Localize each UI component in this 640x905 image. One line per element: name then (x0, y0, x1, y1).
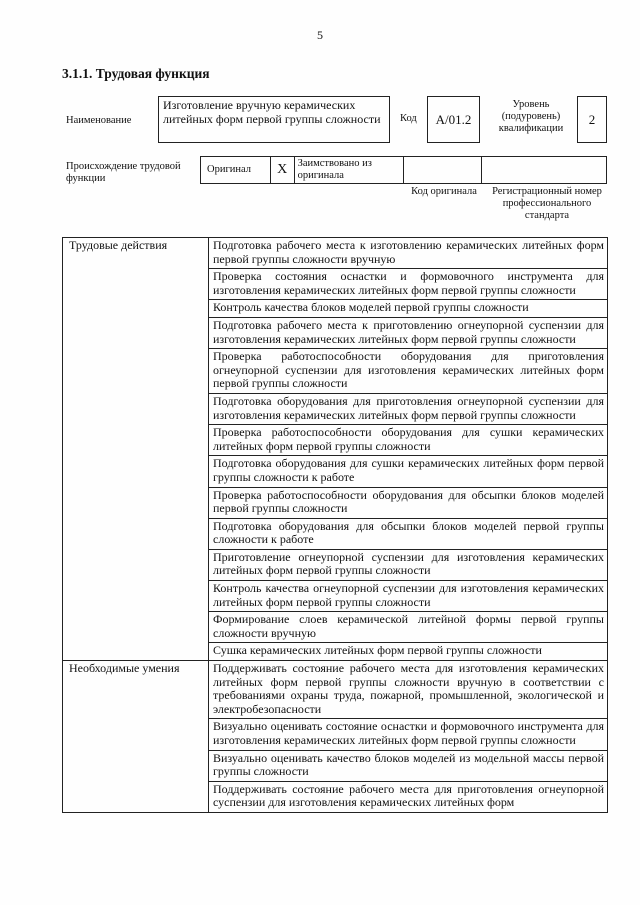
borrowed-label: Заимствовано из оригинала (295, 157, 404, 183)
code-label: Код (400, 113, 417, 124)
original-code-cell (404, 157, 482, 183)
level-value: 2 (577, 96, 607, 143)
code-value: A/01.2 (427, 96, 480, 143)
section-item: Поддерживать состояние рабочего места для приготовления огнеупорной суспензии для изготовления керамических литейных форм (209, 781, 608, 812)
name-value: Изготовление вручную керамических литейных форм первой группы сложности (158, 96, 390, 143)
original-mark: X (271, 157, 295, 183)
page-number: 5 (317, 28, 323, 42)
section-item: Формирование слоев керамической литейной формы первой группы сложности вручную (209, 612, 608, 643)
function-table (62, 237, 608, 813)
code-caption: Код оригинала (411, 186, 477, 197)
section-item: Поддерживать состояние рабочего места для изготовления керамических литейных форм первой группы сложности вручную в соответствии с требованиями охраны труда, пожарной, промышленной, экологической и электробезопасности (209, 661, 608, 719)
table-row (63, 238, 608, 269)
original-label: Оригинал (201, 157, 271, 183)
section-title: 3.1.1. Трудовая функция (62, 66, 210, 81)
table-row (63, 661, 608, 719)
name-label: Наименование (66, 115, 132, 126)
section-item: Визуально оценивать состояние оснастки и формовочного инструмента для изготовления керамических литейных форм первой группы сложности (209, 719, 608, 750)
origin-label: Происхождение трудовой функции (66, 161, 181, 184)
level-label: Уровень (подуровень) квалификации (498, 99, 564, 134)
section-item: Сушка керамических литейных форм первой группы сложности (209, 643, 608, 661)
section-item: Проверка состояния оснастки и формовочного инструмента для изготовления керамических литейных форм первой группы сложности (209, 269, 608, 300)
section-item: Проверка работоспособности оборудования для сушки керамических литейных форм первой группы сложности (209, 425, 608, 456)
section-item: Приготовление огнеупорной суспензии для изготовления керамических литейных форм первой группы сложности (209, 549, 608, 580)
section-item: Подготовка оборудования для обсыпки блоков моделей первой группы сложности к работе (209, 518, 608, 549)
section-item: Подготовка оборудования для сушки керамических литейных форм первой группы сложности к работе (209, 456, 608, 487)
section-item: Подготовка оборудования для приготовления огнеупорной суспензии для изготовления керамических литейных форм первой группы сложности (209, 393, 608, 424)
section-item: Проверка работоспособности оборудования для обсыпки блоков моделей первой группы сложности (209, 487, 608, 518)
section-item: Проверка работоспособности оборудования для приготовления огнеупорной суспензии для изготовления керамических литейных форм первой группы сложности (209, 349, 608, 394)
reg-caption: Регистрационный номер профессионального стандарта (492, 186, 602, 221)
section-item: Визуально оценивать качество блоков моделей из модельной массы первой группы сложности (209, 750, 608, 781)
reg-number-cell (482, 157, 606, 183)
section-category: Необходимые умения (63, 661, 209, 813)
section-category: Трудовые действия (63, 238, 209, 661)
section-item: Контроль качества блоков моделей первой группы сложности (209, 300, 608, 318)
section-item: Подготовка рабочего места к изготовлению керамических литейных форм первой группы сложности вручную (209, 238, 608, 269)
section-item: Подготовка рабочего места к приготовлению огнеупорной суспензии для изготовления керамических литейных форм первой группы сложности (209, 317, 608, 348)
section-item: Контроль качества огнеупорной суспензии для изготовления керамических литейных форм первой группы сложности (209, 581, 608, 612)
origin-table (200, 156, 607, 184)
